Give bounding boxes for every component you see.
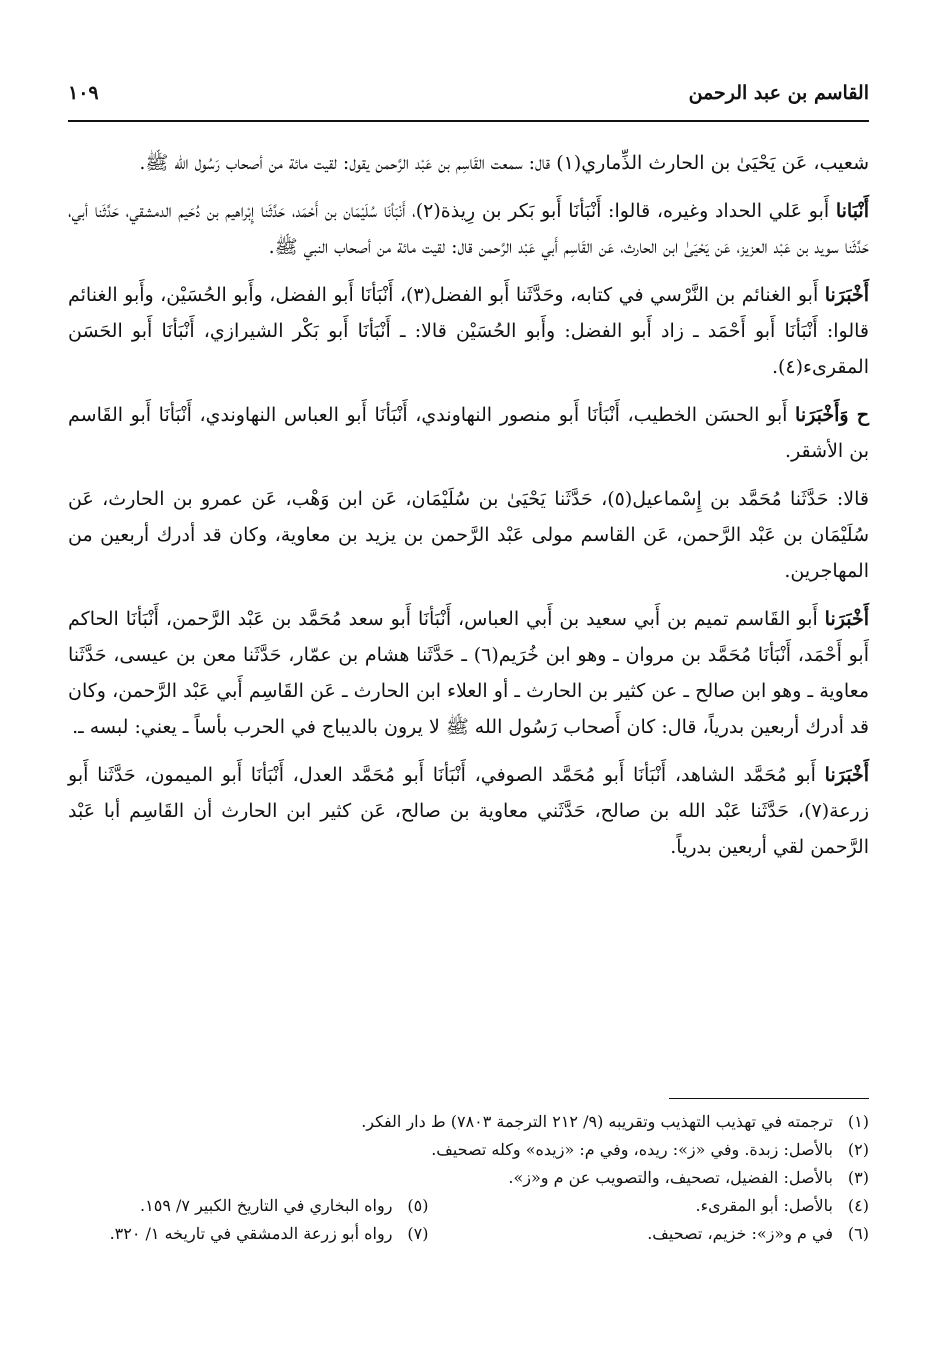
paragraph-lead: أَنْبَانا (835, 200, 869, 222)
paragraph (68, 277, 869, 385)
footnote (428, 1220, 869, 1248)
paragraph-text: أَبو القَاسم تميم بن أَبي سعيد بن أَبي العباس، أَنْبَأنَا أَبو سعد مُحَمَّد بن عَبْد الرَّحمن، أَنْبَأنَا الحاكم أَبو أَحْمَد، أَنْبَأنَا مُحَمَّد بن مروان ـ وهو ابن خُرَيم(٦) ـ حَدَّثَنا هشام بن عمّار، حَدَّثَنا معن بن عيسى، حَدَّثَنا معاوية ـ وهو ابن صالح ـ عن كثير بن الحارث ـ أو العلاء ابن الحارث ـ عَن القَاسِم أَبي عَبْد الرَّحمن، وكان قد أدرك أربعين بدرياً، قال: كان أَصحاب رَسُول الله ﷺ لا يرون بالديباج في الحرب بأساً ـ يعني: لبسه ـ. (68, 608, 869, 738)
footnote (68, 1108, 869, 1136)
footnote (68, 1220, 428, 1248)
paragraph (68, 397, 869, 469)
paragraph-text: أَبو الحسَن الخطيب، أَنْبَأنَا أَبو منصور النهاوندي، أَنْبَأنَا أَبو العباس النهاوندي، أَنْبَأنَا أَبو القَاسم بن الأشقر. (68, 404, 869, 462)
footnote-row (68, 1220, 869, 1248)
page-header (68, 78, 869, 118)
footnote-text: في م و«ز»: خزيم، تصحيف. (647, 1224, 833, 1243)
footnote-number: (٢) (847, 1140, 869, 1159)
footnote-text: بالأصل: الفضيل، تصحيف، والتصويب عن م و«ز». (508, 1168, 833, 1187)
paragraph-text: شعيب، عَن يَحْيَىٰ بن الحارث الذِّماري(١) قال: سمعت القَاسِم بن عَبْد الرَّحمن يقول: لقيت مائة من أصحاب رَسُول الله ﷺ. (139, 152, 869, 174)
footnote (68, 1164, 869, 1192)
footnote (428, 1192, 869, 1220)
footnote-number: (٦) (847, 1224, 869, 1243)
footnote-text: رواه البخاري في التاريخ الكبير ٧/ ١٥٩. (140, 1196, 393, 1215)
footnote-text: رواه أبو زرعة الدمشقي في تاريخه ١/ ٣٢٠. (109, 1224, 393, 1243)
paragraph-text: أَبو عَلي الحداد وغيره، قالوا: أَنْبَأنَا أَبو بَكر بن رِيذة(٢)، أَنْبَأنَا سُلَيْمَان بن أَحْمَد، حَدَّثَنا إِبْراهيم بن دُحَيم الدمشقي، حَدَّثَنا أبي، حَدَّثَنا سويد بن عَبْد العزيز، عَن يَحْيَىٰ ابن الحارث، عَن القَاسِم أَبي عَبْد الرَّحمن قال: لقيت مائة من أصحاب النبي ﷺ. (68, 200, 869, 258)
paragraph-lead: أَخْبَرَنا (824, 764, 869, 786)
header-rule (68, 120, 869, 122)
footnote-row (68, 1192, 869, 1220)
paragraph (68, 601, 869, 745)
footnotes (68, 1108, 869, 1248)
running-title: القاسم بن عبد الرحمن (688, 82, 869, 104)
page-number: ١٠٩ (68, 82, 99, 104)
footnote-text: بالأصل: زبدة. وفي «ز»: ريده، وفي م: «زيده» وكله تصحيف. (431, 1140, 833, 1159)
footnote-text: ترجمته في تهذيب التهذيب وتقريبه (٩/ ٢١٢ الترجمة ٧٨٠٣) ط دار الفكر. (361, 1112, 833, 1131)
paragraph-text: أَبو مُحَمَّد الشاهد، أَنْبَأنَا أَبو مُحَمَّد الصوفي، أَنْبَأنَا أَبو مُحَمَّد العدل، أَنْبَأنَا أَبو الميمون، حَدَّثَنا أَبو زرعة(٧)، حَدَّثَنا عَبْد الله بن صالح، حَدَّثَني معاوية بن صالح، عَن كثير ابن الحارث أن القَاسِم أبا عَبْد الرَّحمن لقي أربعين بدرياً. (68, 764, 869, 858)
footnote-number: (٤) (847, 1196, 869, 1215)
paragraph (68, 193, 869, 265)
paragraph (68, 481, 869, 589)
paragraph-lead: أَخْبَرَنا (824, 608, 869, 630)
paragraph (68, 757, 869, 865)
main-text (68, 145, 869, 877)
footnote-text: بالأصل: أبو المقرىء. (695, 1196, 833, 1215)
footnote-number: (٧) (407, 1224, 429, 1243)
paragraph-text: قالا: حَدَّثَنا مُحَمَّد بن إِسْماعيل(٥)، حَدَّثَنا يَحْيَىٰ بن سُلَيْمَان، عَن ابن وَهْب، عَن عمرو بن الحارث، عَن سُلَيْمَان بن عَبْد الرَّحمن، عَن القاسم مولى عَبْد الرَّحمن بن يزيد بن معاوية، وكان قد أدرك أربعين من المهاجرين. (68, 488, 870, 582)
paragraph (68, 145, 869, 181)
footnote-number: (٥) (407, 1196, 429, 1215)
paragraph-text: أَبو الغنائم بن النَّرْسي في كتابه، وحَدَّثَنا أَبو الفضل(٣)، أَنْبَأنَا أَبو الفضل، وأَبو الحُسَيْن، وأَبو الغنائم قالوا: أَنْبَأنَا أَبو أَحْمَد ـ زاد أَبو الفضل: وأَبو الحُسَيْن قالا: ـ أَنْبَأنَا أَبو بَكْر الشيرازي، أَنْبَأنَا أَبو الحَسَن المقرىء(٤). (68, 284, 869, 378)
paragraph-lead: أَخْبَرَنا (824, 284, 870, 306)
paragraph-lead: ح وَأَخْبَرَنا (795, 404, 869, 426)
footnote-number: (١) (847, 1112, 869, 1131)
footnote (68, 1192, 428, 1220)
footnote (68, 1136, 869, 1164)
footnote-number: (٣) (847, 1168, 869, 1187)
footnote-rule (669, 1098, 869, 1099)
